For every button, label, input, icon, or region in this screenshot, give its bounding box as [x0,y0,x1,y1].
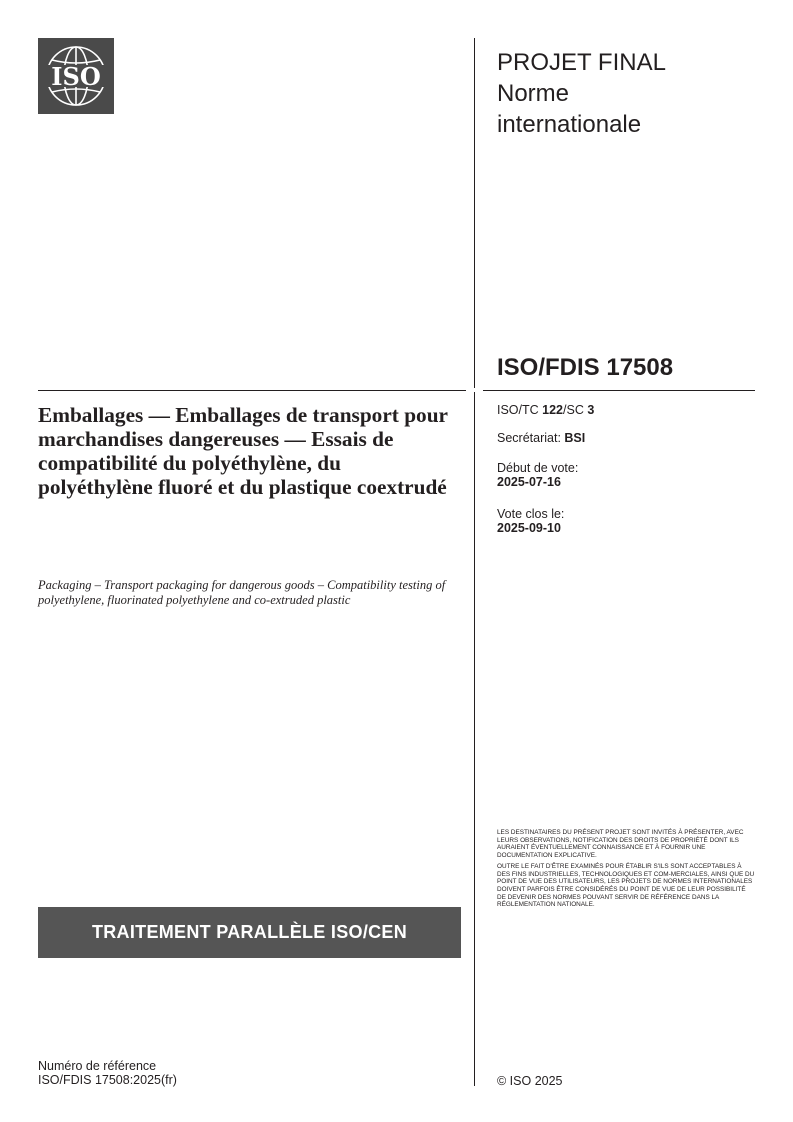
horizontal-rule-left [38,390,466,391]
document-title: Emballages — Emballages de transport pour marchandises dangereuses — Essais de compatibilité du polyéthylène, du polyéthylène fluoré et du plastique coextrudé [38,403,448,499]
status-line: PROJET FINAL [497,49,666,76]
iso-logo [38,38,114,114]
notice-paragraph: LES DESTINATAIRES DU PRÉSENT PROJET SONT INVITÉS À PRÉSENTER, AVEC LEURS OBSERVATIONS, NOTIFICATION DES DROITS DE PROPRIÉTÉ DONT ILS AURAIENT ÉVENTUELLEMENT CONNAISSANCE ET À FOURNIR UNE DOCUMENTATION EXPLICATIVE. [497,829,744,860]
document-status [497,47,767,140]
vertical-divider-top [474,38,475,388]
status-line: internationale [497,111,642,138]
reference-number: Numéro de référence ISO/FDIS 17508:2025(fr) [38,1059,177,1087]
notice-paragraph: OUTRE LE FAIT D'ÊTRE EXAMINÉS POUR ÉTABLIR S'ILS SONT ACCEPTABLES À DES FINS INDUSTRIELLES, TECHNOLOGIQUES ET COM-MERCIALES, AINSI QUE DU POINT DE VUE DES UTILISATEURS, LES PROJETS DE NORMES INTERNATIONALES DOIVENT PARFOIS ÊTRE CONSIDÉRÉS DU POINT DE VUE DE LEUR POSSIBILITÉ DE DEVENIR DES NORMES POUVANT SERVIR DE RÉFÉRENCE DANS LA RÉGLEMENTATION NATIONALE. [497,862,755,909]
vote-start: Début de vote: 2025-07-16 [497,461,579,489]
status-line: Norme [497,80,570,107]
secretariat: Secrétariat: BSI [497,431,586,445]
vote-end: Vote clos le: 2025-09-10 [497,507,565,535]
parallel-processing-banner: TRAITEMENT PARALLÈLE ISO/CEN [38,907,461,958]
horizontal-rule-right [483,390,755,391]
document-title-english: Packaging – Transport packaging for dangerous goods – Compatibility testing of polyethylene, fluorinated polyethylene and co-extruded plastic [38,578,446,607]
recipients-notice [497,829,755,912]
globe-icon [38,38,114,114]
copyright: © ISO 2025 [497,1074,563,1088]
committee: ISO/TC 122/SC 3 [497,403,595,417]
document-number: ISO/FDIS 17508 [497,354,674,381]
svg-text:ISO: ISO [51,62,101,91]
vertical-divider-bottom [474,392,475,1086]
